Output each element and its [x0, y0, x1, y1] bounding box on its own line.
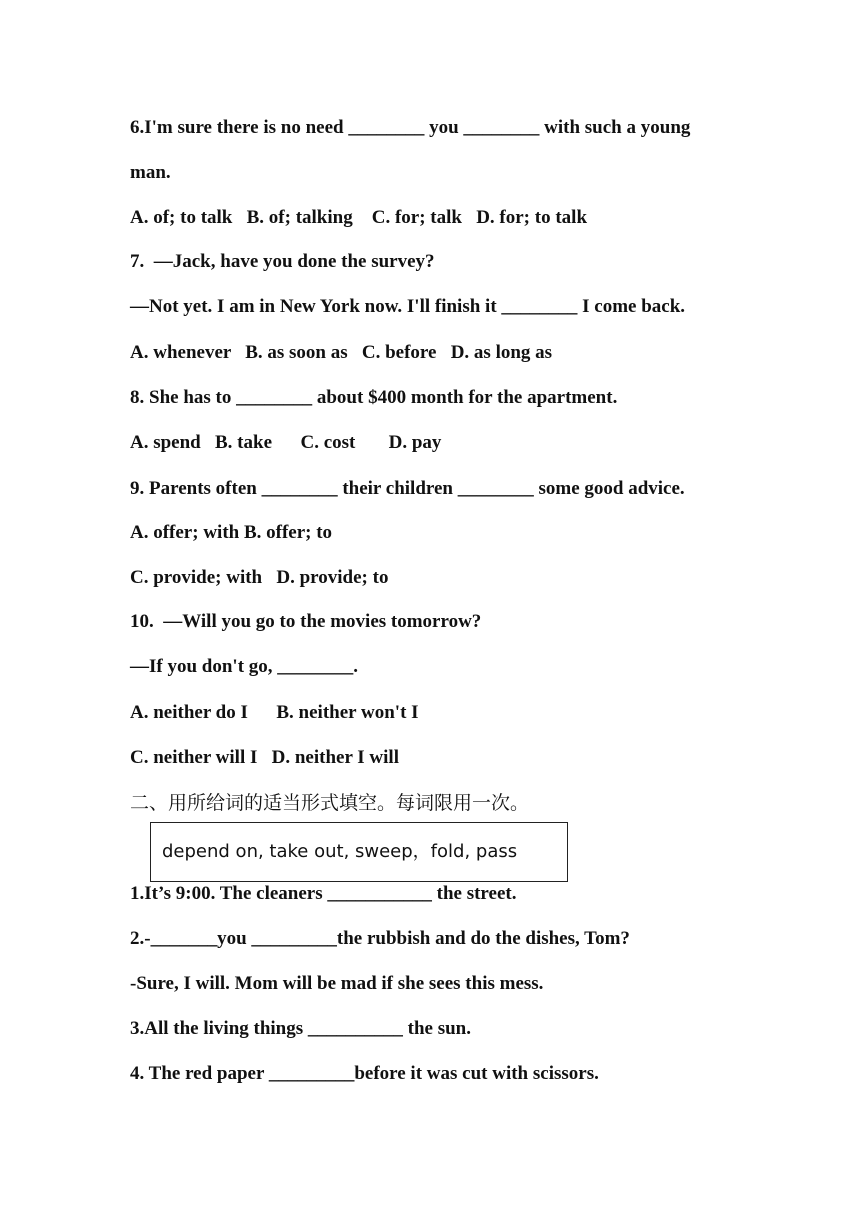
question-7-reply: —Not yet. I am in New York now. I'll finish it ________ I come back. — [130, 296, 686, 317]
question-10-stem: 10. —Will you go to the movies tomorrow? — [130, 611, 482, 632]
fill-question-2-reply: -Sure, I will. Mom will be mad if she sees this mess. — [130, 973, 544, 994]
fill-question-2: 2.-_______you _________the rubbish and do the dishes, Tom? — [130, 928, 630, 949]
question-6-stem-cont: man. — [130, 162, 171, 183]
word-bank-box — [150, 822, 568, 882]
question-10-options-a: A. neither do I B. neither won't I — [130, 702, 419, 723]
question-8-stem: 8. She has to ________ about $400 month for the apartment. — [130, 387, 618, 408]
question-7-options: A. whenever B. as soon as C. before D. as long as — [130, 342, 553, 363]
question-7-stem: 7. —Jack, have you done the survey? — [130, 251, 435, 272]
fill-question-1: 1.It’s 9:00. The cleaners ___________ the street. — [130, 883, 517, 904]
word-bank-text: depend on, take out, sweep，fold, pass — [162, 841, 518, 862]
fill-question-3: 3.All the living things __________ the sun. — [130, 1018, 471, 1039]
fill-question-4: 4. The red paper _________before it was cut with scissors. — [130, 1063, 599, 1084]
question-9-options-a: A. offer; with B. offer; to — [130, 522, 333, 543]
question-10-reply: —If you don't go, ________. — [130, 656, 359, 677]
section-two-title: 二、用所给词的适当形式填空。每词限用一次。 — [130, 792, 530, 814]
question-10-options-b: C. neither will I D. neither I will — [130, 747, 399, 768]
question-9-stem: 9. Parents often ________ their children ________ some good advice. — [130, 478, 685, 499]
question-9-options-b: C. provide; with D. provide; to — [130, 567, 389, 588]
question-8-options: A. spend B. take C. cost D. pay — [130, 432, 442, 453]
question-6-options: A. of; to talk B. of; talking C. for; talk D. for; to talk — [130, 207, 588, 228]
question-6-stem: 6.I'm sure there is no need ________ you ________ with such a young — [130, 117, 691, 138]
